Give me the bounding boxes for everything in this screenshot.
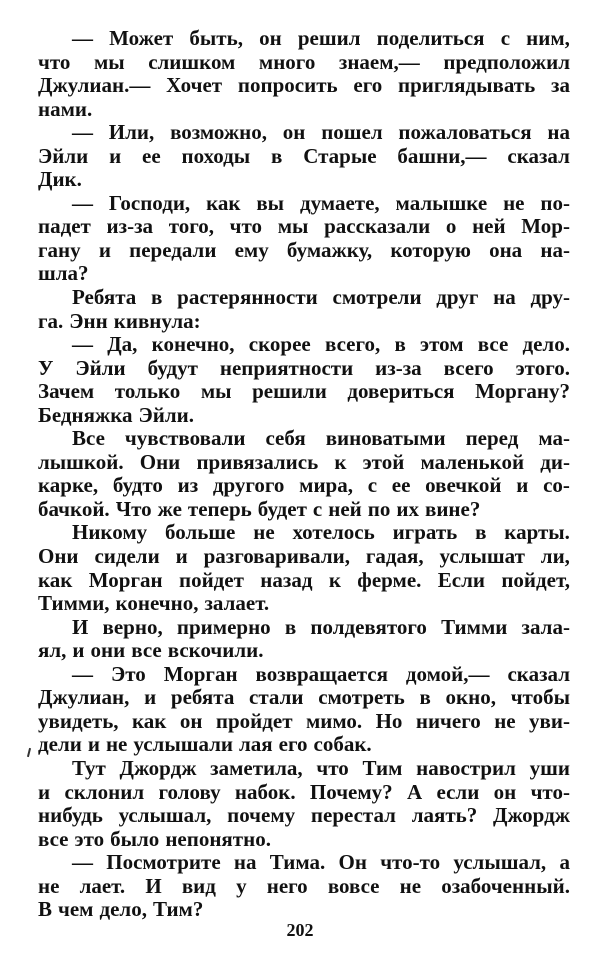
text-line: Джулиан.— Хочет попросить его приглядывать за xyxy=(38,73,570,98)
text-line: — Или, возможно, он пошел пожаловаться на xyxy=(72,120,570,145)
text-line: Зачем только мы решили довериться Моргану? xyxy=(38,379,570,404)
text-line: И верно, примерно в полдевятого Тимми зала- xyxy=(72,614,570,639)
text-line: нами. xyxy=(38,96,93,121)
text-line: дели и не услышали лая его собак. xyxy=(38,732,372,757)
text-line: У Эйли будут неприятности из-за всего этого. xyxy=(38,355,570,380)
text-line: шла? xyxy=(38,261,89,286)
text-line: В чем дело, Тим? xyxy=(38,897,204,922)
print-mark xyxy=(27,748,31,757)
text-line: лышкой. Они привязались к этой маленькой ди- xyxy=(38,449,570,474)
text-line: гану и передали ему бумажку, которую она на- xyxy=(38,237,570,262)
text-line: Ребята в растерянности смотрели друг на дру- xyxy=(72,285,570,310)
text-line: все это было непонятно. xyxy=(38,826,271,851)
text-line: — Это Морган возвращается домой,— сказал xyxy=(72,661,570,686)
text-line: — Может быть, он решил поделиться с ним, xyxy=(72,26,570,50)
text-line: Никому больше не хотелось играть в карты. xyxy=(72,520,570,545)
text-line: Тимми, конечно, залает. xyxy=(38,591,270,616)
body-text xyxy=(38,27,570,922)
text-line: га. Энн кивнула: xyxy=(38,308,201,333)
text-line: — Посмотрите на Тима. Он что-то услышал, а xyxy=(72,850,570,875)
text-line: не лает. И вид у него вовсе не озабоченный. xyxy=(38,873,570,898)
text-line: что мы слишком много знаем,— предположил xyxy=(38,49,570,74)
text-line: Эйли и ее походы в Старые башни,— сказал xyxy=(38,143,570,168)
text-line: карке, будто из другого мира, с ее овечкой и со- xyxy=(38,473,570,498)
text-line: Они сидели и разговаривали, гадая, услышат ли, xyxy=(38,544,570,569)
text-line: Бедняжка Эйли. xyxy=(38,402,195,427)
text-line: ял, и они все вскочили. xyxy=(38,638,264,663)
text-line: и склонил голову набок. Почему? А если он что- xyxy=(38,779,570,804)
text-line: — Господи, как вы думаете, малышке не по- xyxy=(72,190,570,215)
text-line: нибудь услышал, почему перестал лаять? Джордж xyxy=(38,803,570,828)
text-line: Тут Джордж заметила, что Тим навострил уши xyxy=(72,755,570,780)
text-line: — Да, конечно, скорее всего, в этом все дело. xyxy=(72,332,570,357)
text-line: бачкой. Что же теперь будет с ней по их вине? xyxy=(38,496,481,521)
page-number: 202 xyxy=(286,920,314,940)
text-line: увидеть, как он пройдет мимо. Но ничего не уви- xyxy=(38,708,570,733)
text-line: падет из-за того, что мы рассказали о ней Мор- xyxy=(38,214,570,239)
text-line: Дик. xyxy=(38,167,82,192)
text-line: Джулиан, и ребята стали смотреть в окно, чтобы xyxy=(38,685,570,710)
text-line: как Морган пойдет назад к ферме. Если пойдет, xyxy=(38,567,570,592)
text-line: Все чувствовали себя виноватыми перед ма- xyxy=(72,426,570,451)
